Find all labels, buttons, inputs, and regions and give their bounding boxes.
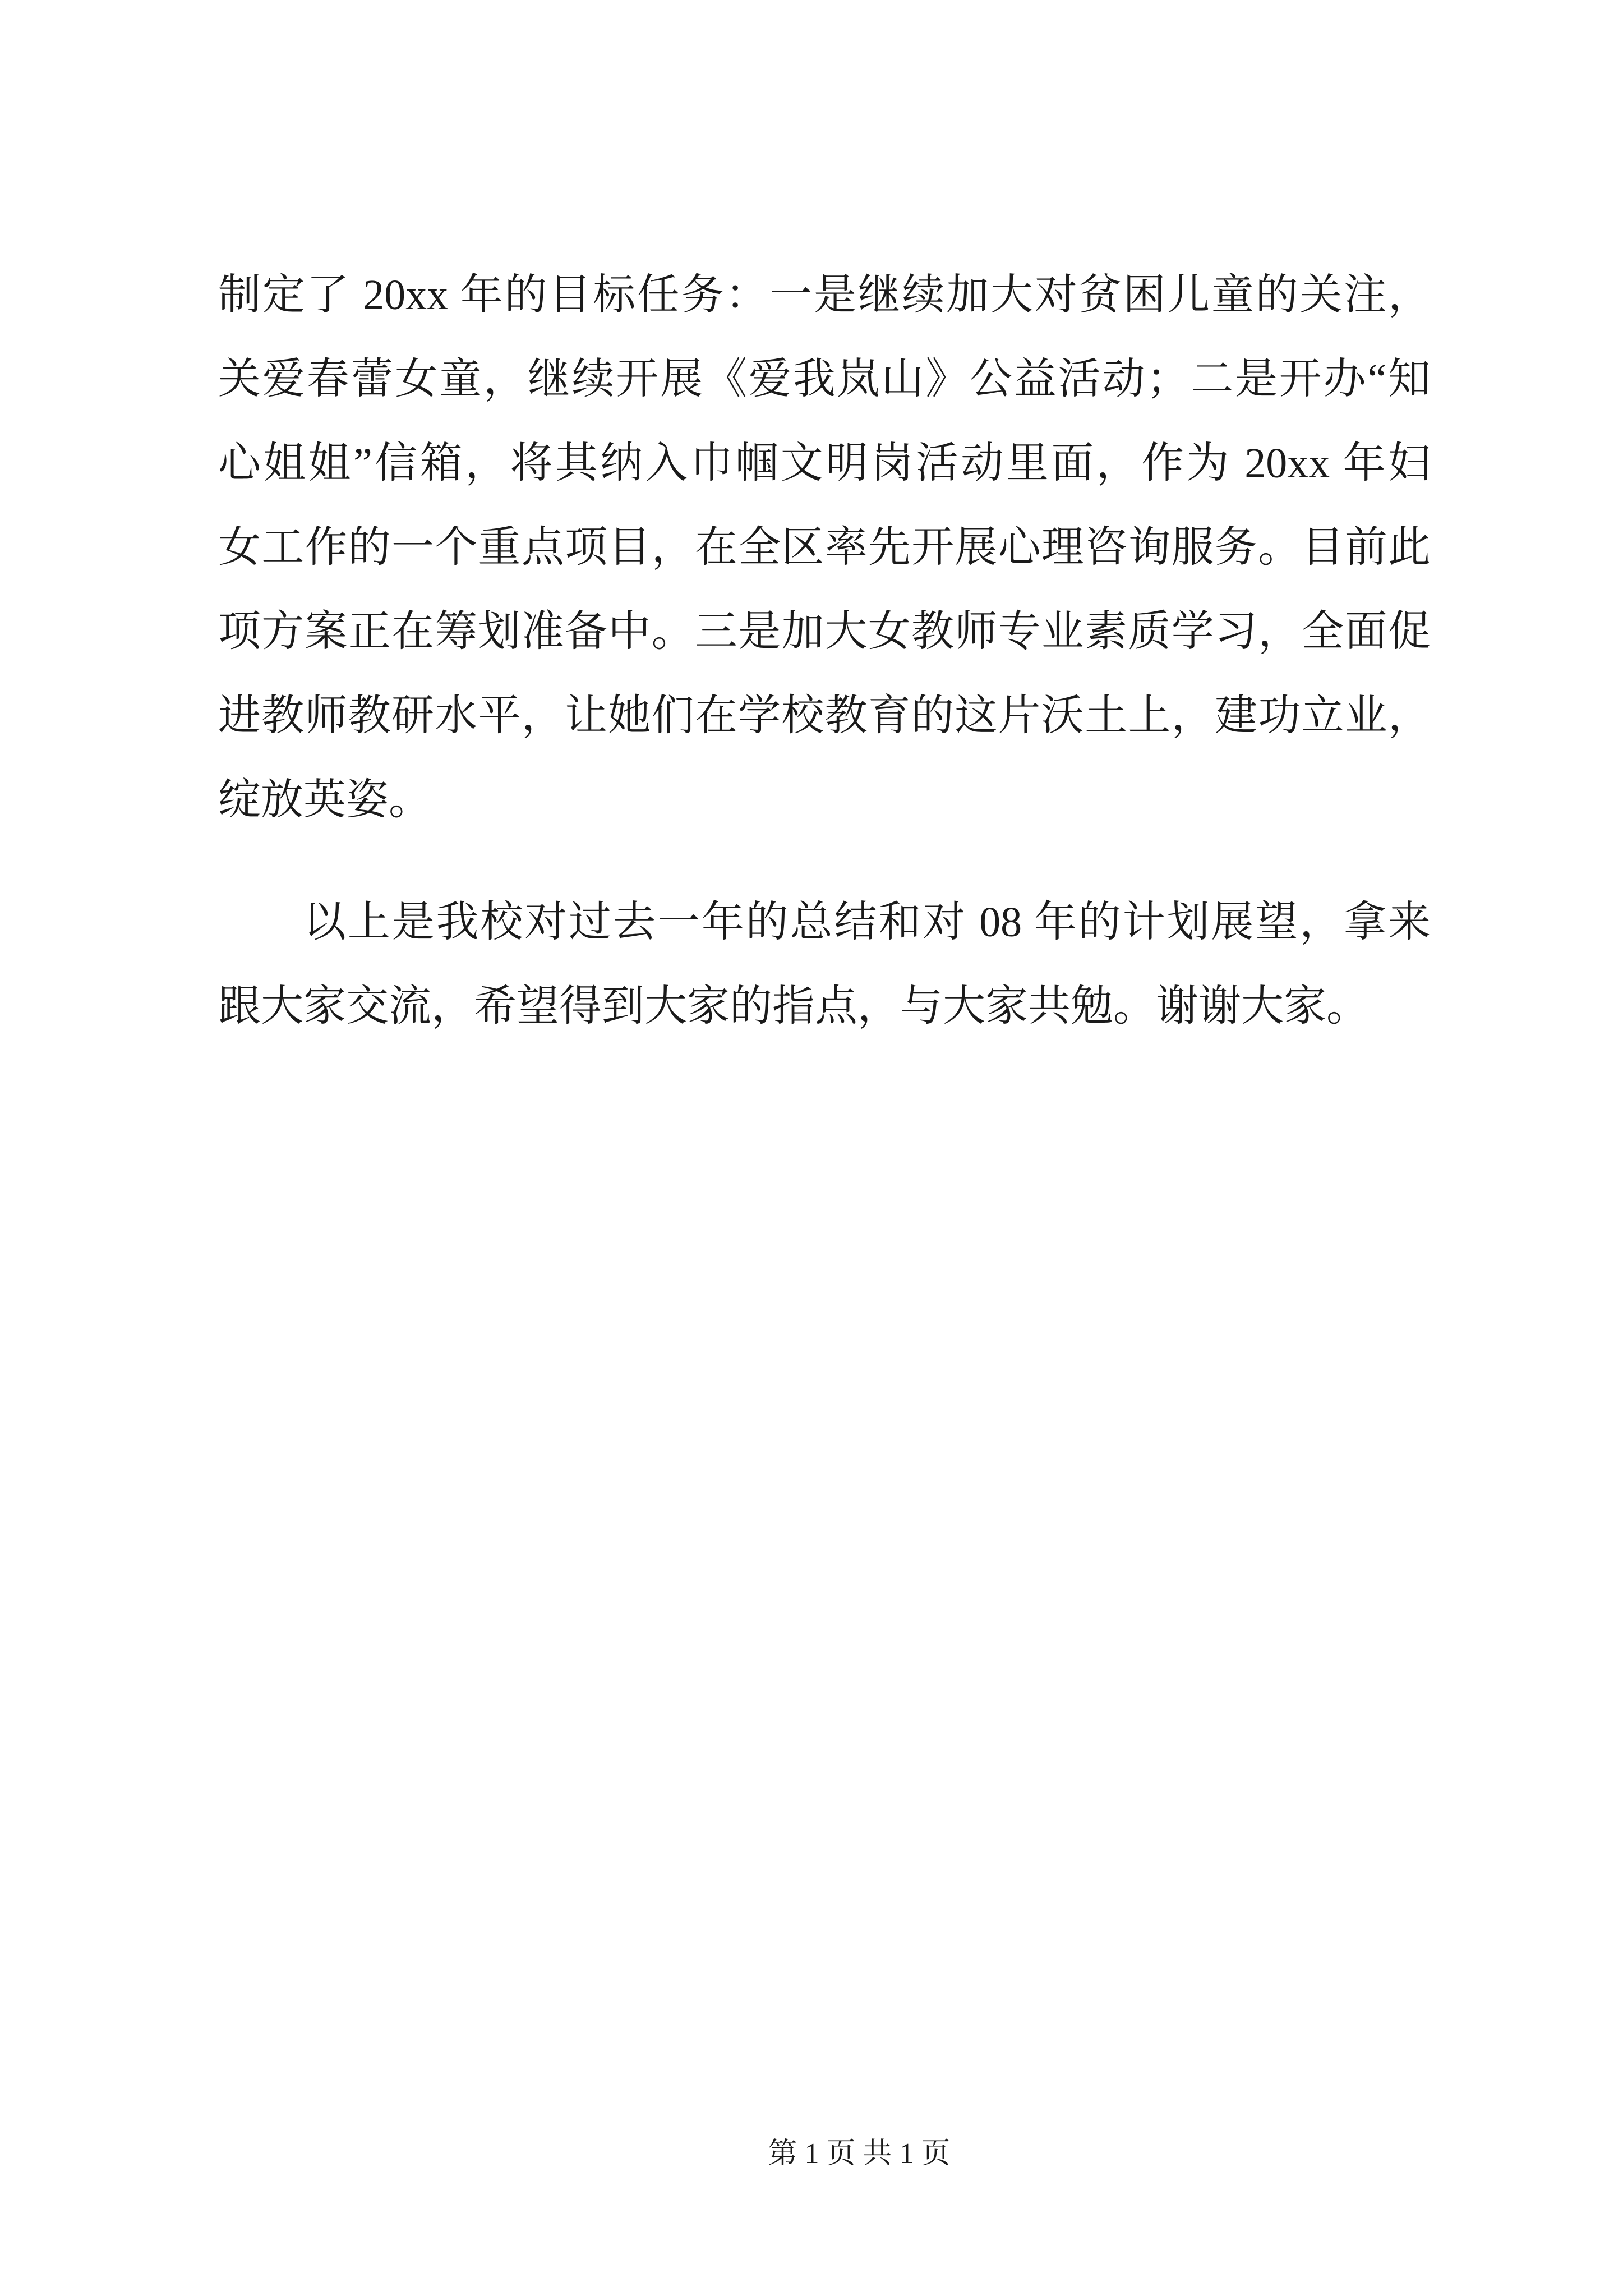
body-text: [218, 253, 1431, 1048]
text-line: 以上是我校对过去一年的总结和对 08 年的计划展望，拿来: [303, 899, 1431, 946]
text-line: 心姐姐”信箱，将其纳入巾帼文明岗活动里面，作为 20xx 年妇: [218, 440, 1431, 487]
text-line: 制定了 20xx 年的目标任务：一是继续加大对贫困儿童的关注，: [218, 272, 1431, 319]
text-line: 绽放英姿。: [218, 776, 431, 823]
text-line: 跟大家交流，希望得到大家的指点，与大家共勉。谢谢大家。: [218, 983, 1369, 1030]
paragraph-closing: [218, 880, 1431, 1048]
text-line: 关爱春蕾女童，继续开展《爱我岚山》公益活动；二是开办“知: [218, 356, 1431, 403]
paragraph-goals: [218, 253, 1431, 842]
text-line: 女工作的一个重点项目，在全区率先开展心理咨询服务。目前此: [218, 524, 1431, 571]
page-footer: 第 1 页 共 1 页: [768, 2138, 951, 2170]
text-line: 进教师教研水平，让她们在学校教育的这片沃土上，建功立业，: [218, 692, 1431, 739]
text-line: 项方案正在筹划准备中。三是加大女教师专业素质学习，全面促: [218, 608, 1431, 655]
